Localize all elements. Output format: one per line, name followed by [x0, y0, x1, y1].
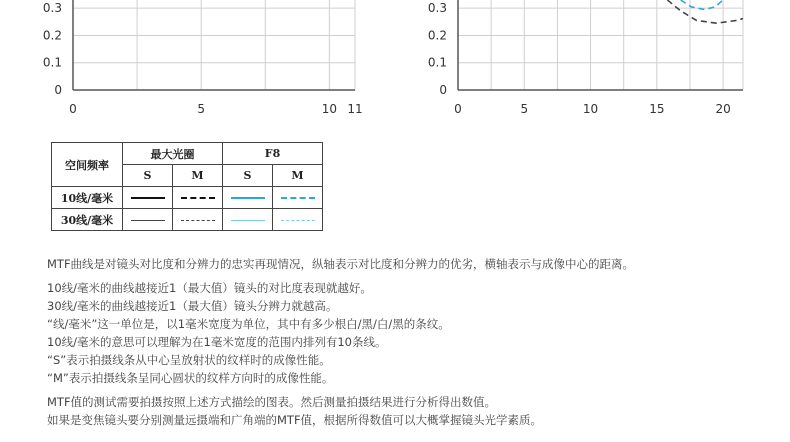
swatch-30-f8-s: [223, 209, 273, 231]
y-tick-label: 0.3: [427, 1, 447, 16]
x-tick-label: 10: [321, 102, 338, 116]
m-header-f8: M: [273, 165, 323, 187]
mtf-chart-left: [43, 0, 363, 116]
desc-line-3: “线/毫米”这一单位是，以1毫米宽度为单位，其中有多少根白/黑/白/黑的条纹。: [47, 317, 450, 331]
x-tick-label: 5: [520, 102, 529, 116]
x-tick-label: 15: [649, 102, 665, 116]
mtf-intro-text: MTF曲线是对镜头对比度和分辨力的忠实再现情况，纵轴表示对比度和分辨力的优劣，横轴表示与成像中心的距离。: [47, 257, 635, 271]
y-tick-label: 0.1: [42, 55, 62, 70]
s-header-f8: S: [223, 165, 273, 187]
swatch-10-max-m: [173, 187, 223, 209]
y-tick-label: 0.2: [42, 28, 62, 43]
swatch-30-max-s: [123, 209, 173, 231]
desc-line-4: 10线/毫米的意思可以理解为在1毫米宽度的范围内排列有10条线。: [47, 335, 387, 349]
desc-line-1: 10线/毫米的曲线越接近1（最大值）镜头的对比度表现就越好。: [47, 281, 372, 295]
row-30-label: 30线/毫米: [52, 209, 123, 231]
mtf-chart-right: [428, 0, 743, 116]
swatch-10-max-s: [123, 187, 173, 209]
desc-line-2: 30线/毫米的曲线越接近1（最大值）镜头分辨力就越高。: [47, 299, 338, 313]
s-header-max: S: [123, 165, 173, 187]
y-tick-label: 0.2: [427, 28, 447, 43]
y-tick-label: 0.1: [427, 55, 447, 70]
mtf-curve: [667, 0, 743, 23]
desc-line-5: “S”表示拍摄线条从中心呈放射状的纹样时的成像性能。: [47, 353, 331, 367]
m-header-max: M: [173, 165, 223, 187]
swatch-30-max-m: [173, 209, 223, 231]
x-tick-label: 0: [454, 102, 462, 116]
desc-line-6: “M”表示拍摄线条呈同心圆状的纹样方向时的成像性能。: [47, 371, 334, 385]
x-tick-label: 20: [715, 102, 731, 116]
swatch-10-f8-m: [273, 187, 323, 209]
mtf-charts: [0, 0, 790, 130]
x-tick-label: 11: [347, 102, 363, 116]
y-tick-label: 0.3: [42, 1, 62, 16]
y-tick-label: 0: [439, 83, 447, 97]
max-aperture-header: 最大光圈: [123, 143, 223, 165]
x-tick-label: 5: [197, 102, 206, 116]
x-tick-label: 0: [69, 102, 77, 116]
f8-header: F8: [223, 143, 323, 165]
row-10-label: 10线/毫米: [52, 187, 123, 209]
x-tick-label: 10: [582, 102, 599, 116]
legend-table: [51, 142, 323, 231]
desc-line-7: MTF值的测试需要拍摄按照上述方式描绘的图表。然后测量拍摄结果进行分析得出数值。: [47, 395, 497, 409]
swatch-10-f8-s: [223, 187, 273, 209]
swatch-30-f8-m: [273, 209, 323, 231]
y-tick-label: 0: [54, 83, 62, 97]
spatial-frequency-header: 空间频率: [52, 143, 123, 187]
desc-line-8: 如果是变焦镜头要分别测量远摄端和广角端的MTF值，根据所得数值可以大概掌握镜头光学素质。: [47, 413, 543, 427]
